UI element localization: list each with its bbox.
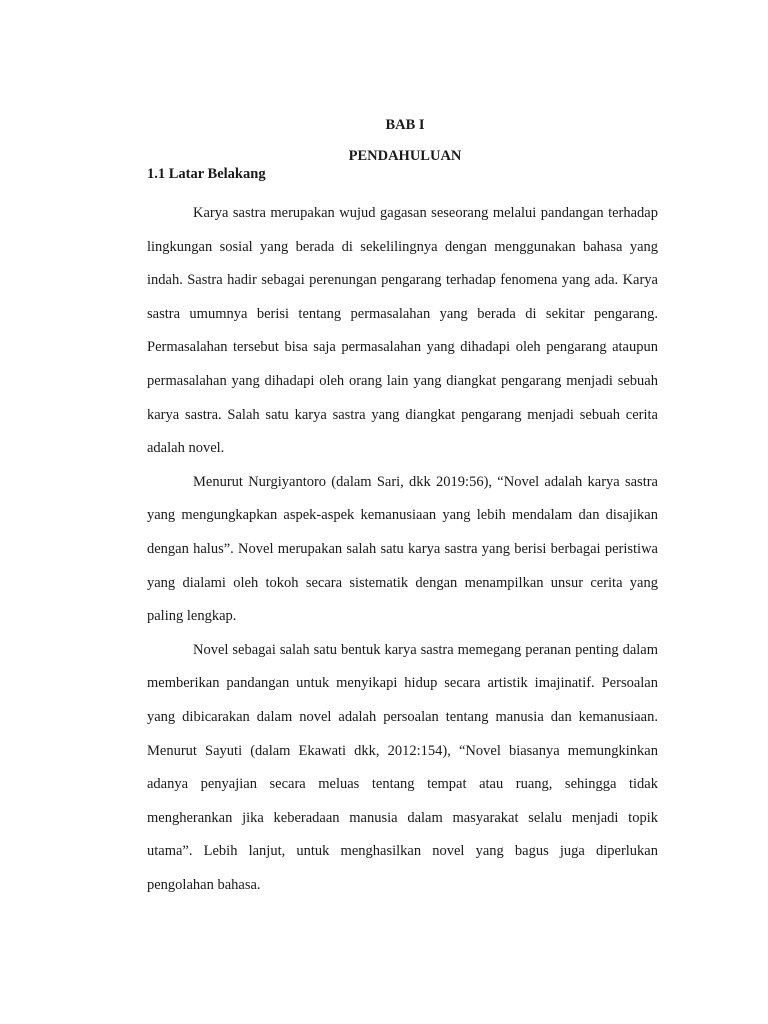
chapter-number: BAB I bbox=[385, 117, 425, 133]
body-text bbox=[147, 197, 658, 902]
section-heading: 1.1 Latar Belakang bbox=[147, 166, 266, 182]
paragraph: Menurut Nurgiyantoro (dalam Sari, dkk 2019:56), “Novel adalah karya sastra yang mengungkapkan aspek-aspek kemanusiaan yang lebih mendalam dan disajikan dengan halus”. Novel merupakan salah satu karya sastra yang berisi berbagai peristiwa yang dialami oleh tokoh secara sistematik dengan menampilkan unsur cerita yang paling lengkap. bbox=[147, 473, 658, 625]
chapter-title: PENDAHULUAN bbox=[348, 148, 462, 164]
paragraph: Karya sastra merupakan wujud gagasan seseorang melalui pandangan terhadap lingkungan sosial yang berada di sekelilingnya dengan menggunakan bahasa yang indah. Sastra hadir sebagai perenungan pengarang terhadap fenomena yang ada. Karya sastra umumnya berisi tentang permasalahan yang berada di sekitar pengarang. Permasalahan tersebut bisa saja permasalahan yang dihadapi oleh pengarang ataupun permasalahan yang dihadapi oleh orang lain yang diangkat pengarang menjadi sebuah karya sastra. Salah satu karya sastra yang diangkat pengarang menjadi sebuah cerita adalah novel. bbox=[147, 205, 658, 457]
paragraph: Novel sebagai salah satu bentuk karya sastra memegang peranan penting dalam memberikan pandangan untuk menyikapi hidup secara artistik imajinatif. Persoalan yang dibicarakan dalam novel adalah persoalan tentang manusia dan kemanusiaan. Menurut Sayuti (dalam Ekawati dkk, 2012:154), “Novel biasanya memungkinkan adanya penyajian secara meluas tentang tempat atau ruang, sehingga tidak mengherankan jika keberadaan manusia dalam masyarakat selalu menjadi topik utama”. Lebih lanjut, untuk menghasilkan novel yang bagus juga diperlukan pengolahan bahasa. bbox=[147, 641, 658, 893]
